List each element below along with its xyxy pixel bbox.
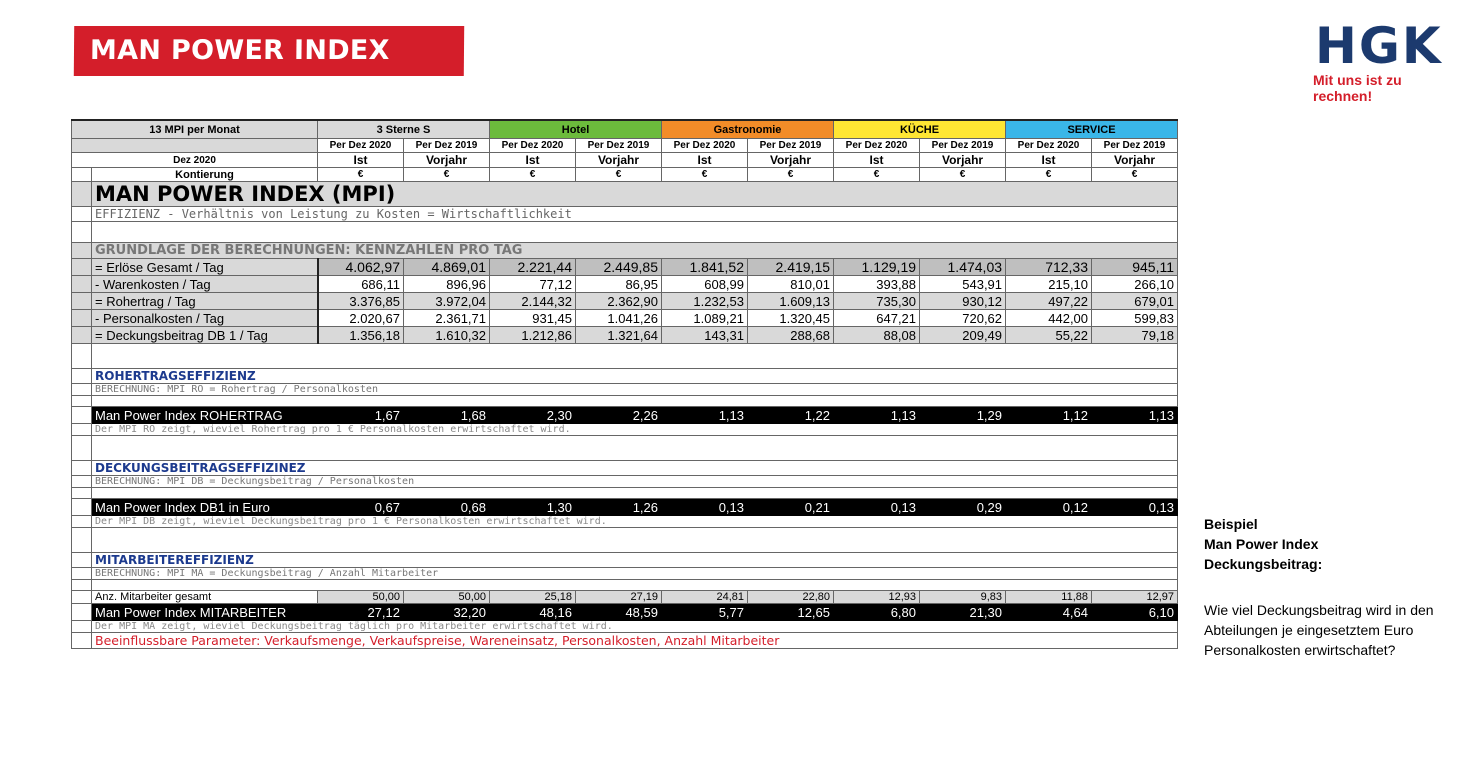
kennzahl-value: 4.062,97 [318,259,404,276]
ma-heading-row [72,553,1178,568]
kennzahl-label: - Personalkosten / Tag [92,310,318,327]
db-note: Der MPI DB zeigt, wieviel Deckungsbeitrag pro 1 € Personalkosten erwirtschaftet wird. [92,516,1178,528]
mpi-table [71,119,1178,649]
kennzahl-value: 2.020,67 [318,310,404,327]
kennzahl-value: 79,18 [1092,327,1178,344]
blank-row [72,344,1178,369]
header-period-row [72,139,1178,153]
mpi-rohertrag-value: 1,22 [748,407,834,424]
period-header: Per Dez 2019 [748,139,834,153]
mpi-db1-value: 0,29 [920,499,1006,516]
kennzahl-value: 3.376,85 [318,293,404,310]
kennzahl-value: 1.609,13 [748,293,834,310]
period-header: Per Dez 2020 [490,139,576,153]
type-header: Vorjahr [1092,153,1178,168]
kennzahl-value: 1.474,03 [920,259,1006,276]
header-month: Dez 2020 [72,153,318,168]
row-stub [72,222,92,243]
kennzahl-value: 930,12 [920,293,1006,310]
row-stub [72,168,92,182]
kennzahl-value: 442,00 [1006,310,1092,327]
group-header: Gastronomie [662,120,834,139]
row-stub [72,207,92,222]
row-stub [72,310,92,327]
group-header: 3 Sterne S [318,120,490,139]
mpi-mitarbeiter-value: 27,12 [318,604,404,621]
period-header: Per Dez 2019 [1092,139,1178,153]
mpi-db1-value: 0,21 [748,499,834,516]
kennzahl-row [72,327,1178,344]
period-header: Per Dez 2019 [576,139,662,153]
kennzahl-row [72,293,1178,310]
row-stub [72,327,92,344]
ma-params: Beeinflussbare Parameter: Verkaufsmenge, Verkaufspreise, Wareneinsatz, Personalkosten, Anzahl Mitarbeiter [92,633,1178,649]
kennzahl-value: 266,10 [1092,276,1178,293]
mpi-db1-value: 1,26 [576,499,662,516]
ma-count-value: 50,00 [318,591,404,604]
kennzahl-value: 1.320,45 [748,310,834,327]
ma-count-value: 25,18 [490,591,576,604]
type-header: Ist [834,153,920,168]
row-stub [72,499,92,516]
header-left-title: 13 MPI per Monat [72,120,318,139]
hgk-logo [1313,17,1463,104]
mpi-db1-label: Man Power Index DB1 in Euro [92,499,318,516]
row-stub [72,461,92,476]
side-question: Wie viel Deckungsbeitrag wird in den Abteilungen je eingesetztem Euro Personalkosten erwirtschaftet? [1204,602,1434,658]
mpi-db1-value: 0,68 [404,499,490,516]
kennzahl-value: 1.841,52 [662,259,748,276]
blank-cell [92,488,1178,499]
kennzahl-label: = Erlöse Gesamt / Tag [92,259,318,276]
currency-cell: € [1092,168,1178,182]
main-title-row [72,182,1178,207]
ma-count-value: 27,19 [576,591,662,604]
logo-wordmark: HGK [1315,17,1443,75]
ma-count-value: 22,80 [748,591,834,604]
ma-count-row [72,591,1178,604]
kennzahl-value: 1.321,64 [576,327,662,344]
kennzahl-value: 3.972,04 [404,293,490,310]
kennzahl-value: 896,96 [404,276,490,293]
kennzahl-label: - Warenkosten / Tag [92,276,318,293]
mpi-mitarbeiter-value: 12,65 [748,604,834,621]
row-stub [72,488,92,499]
row-stub [72,528,92,553]
mpi-db1-value: 0,13 [662,499,748,516]
header-left-blank [72,139,318,153]
group-header: SERVICE [1006,120,1178,139]
currency-cell: € [748,168,834,182]
ro-calc: BERECHNUNG: MPI RO = Rohertrag / Personalkosten [92,384,1178,396]
blank-row [72,436,1178,461]
currency-cell: € [834,168,920,182]
kennzahl-value: 86,95 [576,276,662,293]
type-header: Vorjahr [576,153,662,168]
blank-row [72,222,1178,243]
kennzahl-value: 209,49 [920,327,1006,344]
db-heading: DECKUNGSBEITRAGSEFFIZINEZ [92,461,1178,476]
currency-cell: € [1006,168,1092,182]
kennzahl-value: 1.129,19 [834,259,920,276]
side-explanation [1204,514,1464,660]
period-header: Per Dez 2019 [404,139,490,153]
row-stub [72,396,92,407]
subtitle: EFFIZIENZ - Verhältnis von Leistung zu Kosten = Wirtschaftlichkeit [92,207,1178,222]
mpi-rohertrag-value: 1,12 [1006,407,1092,424]
kennzahl-label: = Deckungsbeitrag DB 1 / Tag [92,327,318,344]
mpi-db1-row [72,499,1178,516]
row-stub [72,604,92,621]
mpi-rohertrag-row [72,407,1178,424]
kennzahl-value: 712,33 [1006,259,1092,276]
row-stub [72,259,92,276]
currency-cell: € [490,168,576,182]
kennzahl-value: 497,22 [1006,293,1092,310]
ma-heading: MITARBEITEREFFIZIENZ [92,553,1178,568]
currency-cell: € [662,168,748,182]
mpi-rohertrag-value: 1,13 [834,407,920,424]
kennzahl-value: 55,22 [1006,327,1092,344]
row-stub [72,591,92,604]
ma-params-row [72,633,1178,649]
blank-row [72,528,1178,553]
page-banner-title: MAN POWER INDEX (MPI) [74,26,464,76]
ma-note-row [72,621,1178,633]
mpi-mitarbeiter-row [72,604,1178,621]
ma-count-value: 50,00 [404,591,490,604]
mpi-rohertrag-value: 2,30 [490,407,576,424]
mpi-db1-value: 0,13 [834,499,920,516]
subtitle-row [72,207,1178,222]
kennzahl-value: 215,10 [1006,276,1092,293]
kennzahl-value: 543,91 [920,276,1006,293]
row-stub [72,580,92,591]
type-header: Vorjahr [920,153,1006,168]
header-type-row [72,153,1178,168]
row-stub [72,476,92,488]
row-stub [72,276,92,293]
row-stub [72,436,92,461]
period-header: Per Dez 2019 [920,139,1006,153]
db-calc-row [72,476,1178,488]
grundlage-heading: GRUNDLAGE DER BERECHNUNGEN: KENNZAHLEN PRO TAG [92,243,1178,259]
mpi-rohertrag-value: 1,68 [404,407,490,424]
group-header: KÜCHE [834,120,1006,139]
kennzahl-value: 4.869,01 [404,259,490,276]
kennzahl-value: 647,21 [834,310,920,327]
ro-heading: ROHERTRAGSEFFIZIENZ [92,369,1178,384]
currency-cell: € [576,168,662,182]
ma-note: Der MPI MA zeigt, wieviel Deckungsbeitrag täglich pro Mitarbeiter erwirtschaftet wird. [92,621,1178,633]
kennzahl-value: 599,83 [1092,310,1178,327]
spacer-row [72,488,1178,499]
kennzahl-value: 735,30 [834,293,920,310]
logo-tagline: Mit uns ist zu rechnen! [1313,72,1402,104]
type-header: Ist [490,153,576,168]
spacer-row [72,580,1178,591]
blank-cell [92,222,1178,243]
kennzahl-value: 393,88 [834,276,920,293]
side-line-2: Man Power Index [1204,536,1319,552]
period-header: Per Dez 2020 [318,139,404,153]
ma-calc: BERECHNUNG: MPI MA = Deckungsbeitrag / Anzahl Mitarbeiter [92,568,1178,580]
kennzahl-label: = Rohertrag / Tag [92,293,318,310]
kennzahl-value: 720,62 [920,310,1006,327]
row-stub [72,182,92,207]
mpi-rohertrag-value: 1,13 [1092,407,1178,424]
kennzahl-row [72,276,1178,293]
kennzahl-value: 2.361,71 [404,310,490,327]
type-header: Ist [662,153,748,168]
group-header: Hotel [490,120,662,139]
grundlage-row [72,243,1178,259]
header-group-row [72,120,1178,139]
kennzahl-value: 143,31 [662,327,748,344]
side-line-3: Deckungsbeitrag: [1204,556,1323,572]
row-stub [72,344,92,369]
ma-count-value: 12,93 [834,591,920,604]
ro-note-row [72,424,1178,436]
row-stub [72,568,92,580]
type-header: Ist [1006,153,1092,168]
row-stub [72,424,92,436]
currency-cell: € [404,168,490,182]
mpi-spreadsheet [71,119,1177,649]
mpi-rohertrag-value: 1,67 [318,407,404,424]
mpi-mitarbeiter-value: 5,77 [662,604,748,621]
ma-count-label: Anz. Mitarbeiter gesamt [92,591,318,604]
row-stub [72,407,92,424]
mpi-db1-value: 1,30 [490,499,576,516]
kennzahl-value: 2.419,15 [748,259,834,276]
kennzahl-value: 1.041,26 [576,310,662,327]
kennzahl-value: 1.232,53 [662,293,748,310]
ro-heading-row [72,369,1178,384]
mpi-mitarbeiter-value: 48,59 [576,604,662,621]
kennzahl-value: 945,11 [1092,259,1178,276]
mpi-mitarbeiter-value: 6,80 [834,604,920,621]
side-line-1: Beispiel [1204,516,1258,532]
main-title: MAN POWER INDEX (MPI) [92,182,1178,207]
blank-cell [92,436,1178,461]
kennzahl-row [72,310,1178,327]
period-header: Per Dez 2020 [834,139,920,153]
db-heading-row [72,461,1178,476]
spacer-row [72,396,1178,407]
row-stub [72,621,92,633]
mpi-rohertrag-value: 2,26 [576,407,662,424]
row-stub [72,384,92,396]
blank-cell [92,580,1178,591]
currency-cell: € [920,168,1006,182]
kennzahl-value: 2.221,44 [490,259,576,276]
currency-cell: € [318,168,404,182]
mpi-mitarbeiter-value: 6,10 [1092,604,1178,621]
mpi-rohertrag-label: Man Power Index ROHERTRAG [92,407,318,424]
kennzahl-value: 1.356,18 [318,327,404,344]
ma-count-value: 12,97 [1092,591,1178,604]
mpi-mitarbeiter-value: 48,16 [490,604,576,621]
ro-calc-row [72,384,1178,396]
ma-count-value: 9,83 [920,591,1006,604]
mpi-rohertrag-value: 1,13 [662,407,748,424]
kennzahl-value: 1.212,86 [490,327,576,344]
mpi-mitarbeiter-value: 21,30 [920,604,1006,621]
row-stub [72,553,92,568]
kennzahl-value: 810,01 [748,276,834,293]
period-header: Per Dez 2020 [662,139,748,153]
ma-calc-row [72,568,1178,580]
kennzahl-row [72,259,1178,276]
row-stub [72,369,92,384]
mpi-db1-value: 0,12 [1006,499,1092,516]
mpi-mitarbeiter-value: 4,64 [1006,604,1092,621]
mpi-mitarbeiter-value: 32,20 [404,604,490,621]
row-stub [72,293,92,310]
row-stub [72,516,92,528]
ma-count-value: 24,81 [662,591,748,604]
header-kontierung: Kontierung [92,168,318,182]
row-stub [72,633,92,649]
blank-cell [92,344,1178,369]
type-header: Vorjahr [748,153,834,168]
kennzahl-value: 679,01 [1092,293,1178,310]
kennzahl-value: 931,45 [490,310,576,327]
mpi-mitarbeiter-label: Man Power Index MITARBEITER [92,604,318,621]
kennzahl-value: 2.362,90 [576,293,662,310]
kennzahl-value: 77,12 [490,276,576,293]
kennzahl-value: 608,99 [662,276,748,293]
type-header: Ist [318,153,404,168]
kennzahl-value: 2.144,32 [490,293,576,310]
row-stub [72,243,92,259]
mpi-rohertrag-value: 1,29 [920,407,1006,424]
type-header: Vorjahr [404,153,490,168]
kennzahl-value: 288,68 [748,327,834,344]
kennzahl-value: 2.449,85 [576,259,662,276]
header-kontierung-row [72,168,1178,182]
kennzahl-value: 88,08 [834,327,920,344]
ro-note: Der MPI RO zeigt, wieviel Rohertrag pro 1 € Personalkosten erwirtschaftet wird. [92,424,1178,436]
kennzahl-value: 1.610,32 [404,327,490,344]
blank-cell [92,528,1178,553]
ma-count-value: 11,88 [1006,591,1092,604]
mpi-db1-value: 0,67 [318,499,404,516]
db-note-row [72,516,1178,528]
mpi-db1-value: 0,13 [1092,499,1178,516]
kennzahl-value: 686,11 [318,276,404,293]
period-header: Per Dez 2020 [1006,139,1092,153]
kennzahl-value: 1.089,21 [662,310,748,327]
blank-cell [92,396,1178,407]
db-calc: BERECHNUNG: MPI DB = Deckungsbeitrag / Personalkosten [92,476,1178,488]
